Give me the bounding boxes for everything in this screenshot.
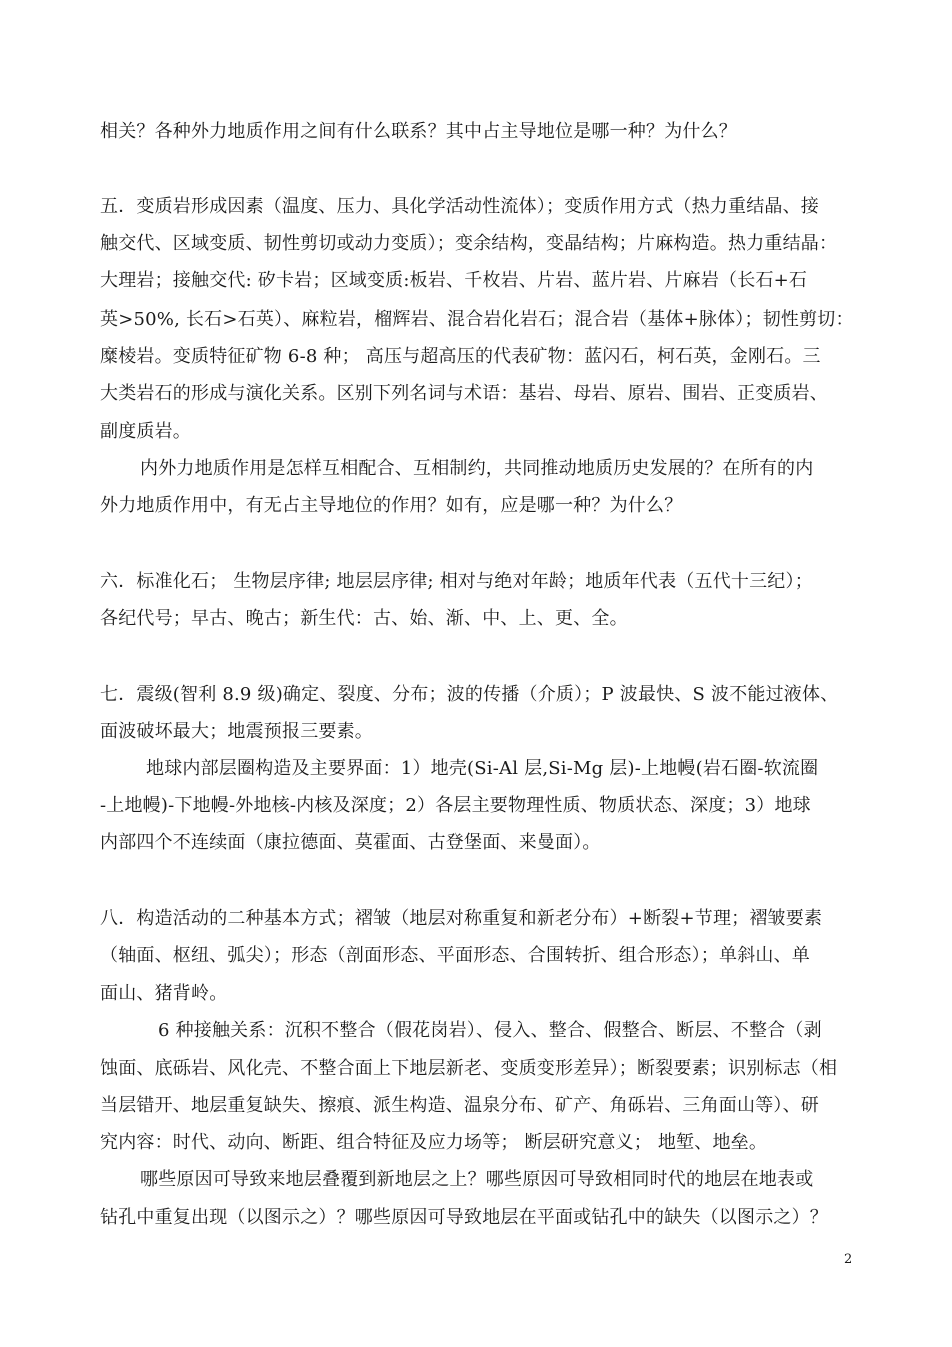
text-line: 各纪代号；早古、晚古；新生代：古、始、渐、中、上、更、全。 bbox=[100, 608, 628, 629]
text-line: （轴面、枢纽、弧尖）；形态（剖面形态、平面形态、合围转折、组合形态）；单斜山、单 bbox=[100, 945, 810, 966]
text-line: 大理岩；接触交代: 矽卡岩；区域变质:板岩、千枚岩、片岩、蓝片岩、片麻岩（长石+石 bbox=[100, 270, 808, 291]
text-line: 蚀面、底砾岩、风化壳、不整合面上下地层新老、变质变形差异）；断裂要素；识别标志（相 bbox=[100, 1058, 838, 1079]
paragraph-first-line: 哪些原因可导致来地层叠覆到新地层之上？哪些原因可导致相同时代的地层在地表或 bbox=[140, 1169, 814, 1190]
text-line: 副度质岩。 bbox=[100, 421, 191, 442]
text-line: 面波破坏最大；地震预报三要素。 bbox=[100, 721, 373, 742]
text-line: 究内容：时代、动向、断距、组合特征及应力场等； 断层研究意义； 地堑、地垒。 bbox=[100, 1132, 768, 1153]
paragraph-first-line: 内外力地质作用是怎样互相配合、互相制约，共同推动地质历史发展的？在所有的内 bbox=[140, 458, 814, 479]
text-line: 面山、猪背岭。 bbox=[100, 983, 228, 1004]
section-five-heading-line: 五．变质岩形成因素（温度、压力、具化学活动性流体）；变质作用方式（热力重结晶、接 bbox=[100, 196, 819, 217]
text-line: 内部四个不连续面（康拉德面、莫霍面、古登堡面、来曼面）。 bbox=[100, 832, 601, 853]
page-number: 2 bbox=[844, 1252, 853, 1267]
text-line: 相关？各种外力地质作用之间有什么联系？其中占主导地位是哪一种？为什么？ bbox=[100, 121, 737, 142]
section-eight-heading-line: 八．构造活动的二种基本方式；褶皱（地层对称重复和新老分布）+断裂+节理；褶皱要素 bbox=[100, 908, 823, 929]
paragraph-first-line: 6 种接触关系：沉积不整合（假花岗岩）、侵入、整合、假整合、断层、不整合（剥 bbox=[158, 1020, 822, 1041]
text-line: 糜棱岩。变质特征矿物 6-8 种； 高压与超高压的代表矿物：蓝闪石，柯石英，金刚石。三 bbox=[100, 346, 821, 367]
text-line: 外力地质作用中，有无占主导地位的作用？如有，应是哪一种？为什么？ bbox=[100, 495, 683, 516]
text-line: 钻孔中重复出现（以图示之）？哪些原因可导致地层在平面或钻孔中的缺失（以图示之）？ bbox=[100, 1207, 828, 1228]
text-line: 英>50%, 长石>石英）、麻粒岩，榴辉岩、混合岩化岩石；混合岩（基体+脉体）；韧性剪切： bbox=[100, 309, 854, 330]
text-line: 触交代、区域变质、韧性剪切或动力变质）；变余结构，变晶结构；片麻构造。热力重结晶： bbox=[100, 233, 838, 254]
paragraph-first-line: 地球内部层圈构造及主要界面：1）地壳(Si-Al 层,Si-Mg 层)-上地幔(岩石圈-软流圈 bbox=[146, 758, 819, 779]
text-line: 大类岩石的形成与演化关系。区别下列名词与术语：基岩、母岩、原岩、围岩、正变质岩、 bbox=[100, 383, 828, 404]
section-six-heading-line: 六．标准化石； 生物层序律; 地层层序律; 相对与绝对年龄；地质年代表（五代十三纪）； bbox=[100, 571, 813, 592]
section-seven-heading-line: 七．震级(智利 8.9 级)确定、裂度、分布；波的传播（介质）；P 波最快、S 波不能过液体、 bbox=[100, 684, 839, 705]
text-line: -上地幔)-下地幔-外地核-内核及深度；2）各层主要物理性质、物质状态、深度；3）地球 bbox=[100, 795, 811, 816]
text-line: 当层错开、地层重复缺失、擦痕、派生构造、温泉分布、矿产、角砾岩、三角面山等）、研 bbox=[100, 1095, 819, 1116]
